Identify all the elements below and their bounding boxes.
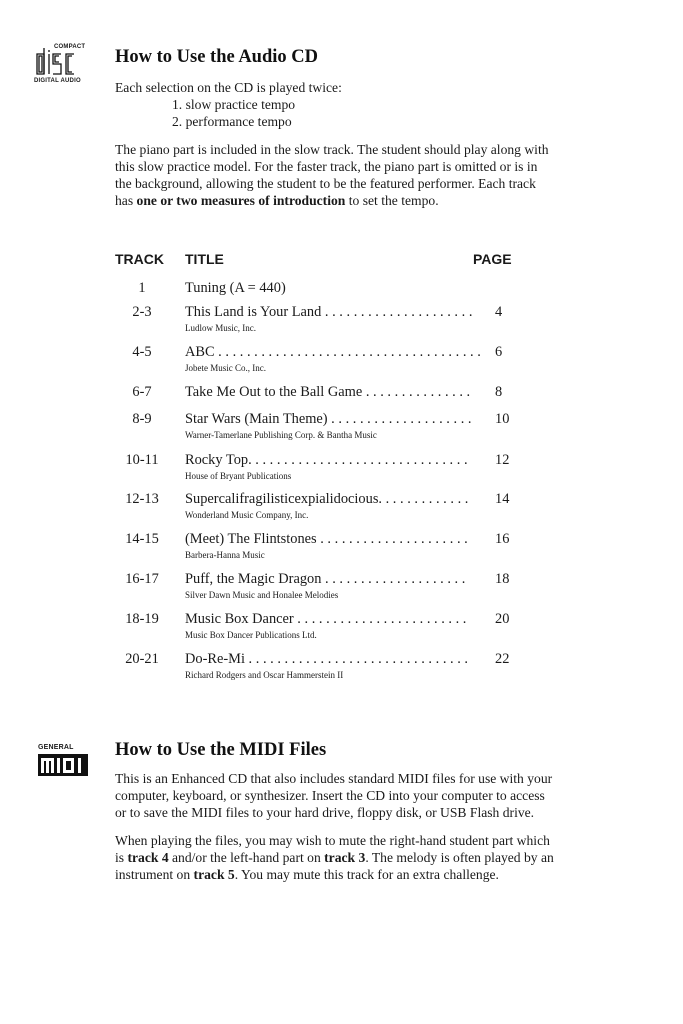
track-number: 6-7	[132, 384, 152, 400]
table-row	[115, 651, 525, 687]
midi-logo-top-text: GENERAL	[38, 744, 74, 751]
midi-files-heading: How to Use the MIDI Files	[115, 740, 327, 760]
midi-p2-c: and/or the left-hand part on	[168, 850, 325, 865]
header-track: TRACK	[115, 251, 164, 267]
track-page: 18	[495, 571, 510, 587]
track-title: Tuning (A = 440)	[185, 280, 286, 296]
midi-paragraph-2	[115, 832, 555, 883]
header-page: PAGE	[473, 251, 512, 267]
track-title: Star Wars (Main Theme) . . . . . . . . . . . . . . . . . . . .	[185, 411, 472, 427]
track-publisher: House of Bryant Publications	[185, 471, 292, 481]
track-publisher: Warner-Tamerlane Publishing Corp. & Bantha Music	[185, 430, 377, 440]
description-bold: one or two measures of introduction	[136, 193, 346, 208]
midi-p2-track4: track 4	[127, 850, 169, 865]
cd-logo-bottom-text: DIGITAL AUDIO	[34, 78, 81, 84]
track-page: 8	[495, 384, 503, 400]
audio-cd-intro: Each selection on the CD is played twice:	[115, 80, 342, 95]
table-row	[115, 304, 525, 340]
midi-icon	[36, 744, 90, 778]
track-page: 12	[495, 452, 510, 468]
track-page: 6	[495, 344, 503, 360]
audio-cd-heading: How to Use the Audio CD	[115, 47, 318, 67]
midi-p2-a: When playing the files, you may wish to mute the right-hand student part which is	[115, 833, 550, 865]
audio-cd-description	[115, 141, 555, 209]
table-row	[115, 611, 525, 647]
track-title: Music Box Dancer . . . . . . . . . . . . . . . . . . . . . . . .	[185, 611, 467, 627]
description-text: The piano part is included in the slow track. The student should play along with this slow practice model. For the faster track, the piano part is omitted or is in the background, allowing the student to be the featured performer. Each track has	[115, 142, 549, 208]
track-number: 16-17	[125, 571, 159, 587]
track-publisher: Silver Dawn Music and Honalee Melodies	[185, 590, 339, 600]
track-title: Rocky Top. . . . . . . . . . . . . . . . . . . . . . . . . . . . . . .	[185, 452, 468, 468]
track-title: ABC . . . . . . . . . . . . . . . . . . . . . . . . . . . . . . . . . . . . .	[185, 344, 481, 360]
track-title: Take Me Out to the Ball Game . . . . . . . . . . . . . . .	[185, 384, 471, 400]
track-page: 20	[495, 611, 510, 627]
table-row	[115, 344, 525, 380]
table-row	[115, 452, 525, 488]
track-publisher: Barbera-Hanna Music	[185, 550, 265, 560]
track-publisher: Ludlow Music, Inc.	[185, 323, 256, 333]
midi-files-section	[115, 739, 555, 883]
cd-logo-top-text: COMPACT	[54, 44, 86, 50]
midi-p2-e: . The melody is often played by an instrument on	[115, 850, 554, 882]
track-number: 8-9	[132, 411, 152, 427]
description-end: to set the tempo.	[345, 193, 439, 208]
list-item-performance-tempo: 2. performance tempo	[172, 114, 292, 129]
header-title: TITLE	[185, 251, 224, 267]
track-number: 20-21	[125, 651, 159, 667]
table-row	[115, 531, 525, 567]
track-number: 1	[138, 280, 146, 296]
track-number: 18-19	[125, 611, 159, 627]
track-publisher: Music Box Dancer Publications Ltd.	[185, 630, 317, 640]
track-number: 2-3	[132, 304, 152, 320]
track-publisher: Richard Rodgers and Oscar Hammerstein II	[185, 670, 344, 680]
track-title: This Land is Your Land . . . . . . . . . . . . . . . . . . . . .	[185, 304, 473, 320]
list-item-slow-tempo: 1. slow practice tempo	[172, 97, 296, 112]
track-publisher: Wonderland Music Company, Inc.	[185, 510, 309, 520]
table-row	[115, 411, 525, 447]
track-publisher: Jobete Music Co., Inc.	[185, 363, 266, 373]
table-row	[115, 491, 525, 527]
compact-disc-logo	[34, 44, 92, 86]
track-title: (Meet) The Flintstones . . . . . . . . . . . . . . . . . . . . .	[185, 531, 468, 547]
general-midi-logo	[36, 744, 90, 778]
audio-cd-section	[115, 46, 555, 209]
track-page: 22	[495, 651, 510, 667]
track-page: 14	[495, 491, 510, 507]
track-title: Do-Re-Mi . . . . . . . . . . . . . . . . . . . . . . . . . . . . . . .	[185, 651, 469, 667]
track-page: 16	[495, 531, 510, 547]
midi-paragraph-1: This is an Enhanced CD that also includes standard MIDI files for use with your computer, keyboard, or synthesizer. Insert the CD into your computer to access or to save the MIDI files to your hard drive, floppy disk, or USB Flash drive.	[115, 771, 553, 820]
track-page: 4	[495, 304, 503, 320]
track-page: 10	[495, 411, 510, 427]
midi-p2-g: . You may mute this track for an extra challenge.	[234, 867, 499, 882]
track-number: 4-5	[132, 344, 152, 360]
midi-p2-track5: track 5	[193, 867, 235, 882]
track-number: 12-13	[125, 491, 159, 507]
track-title: Puff, the Magic Dragon . . . . . . . . . . . . . . . . . . . .	[185, 571, 466, 587]
track-number: 14-15	[125, 531, 159, 547]
track-number: 10-11	[125, 452, 159, 468]
table-row	[115, 571, 525, 607]
midi-p2-track3: track 3	[324, 850, 366, 865]
track-title: Supercalifragilisticexpialidocious. . . . . . . . . . . . .	[185, 491, 469, 507]
